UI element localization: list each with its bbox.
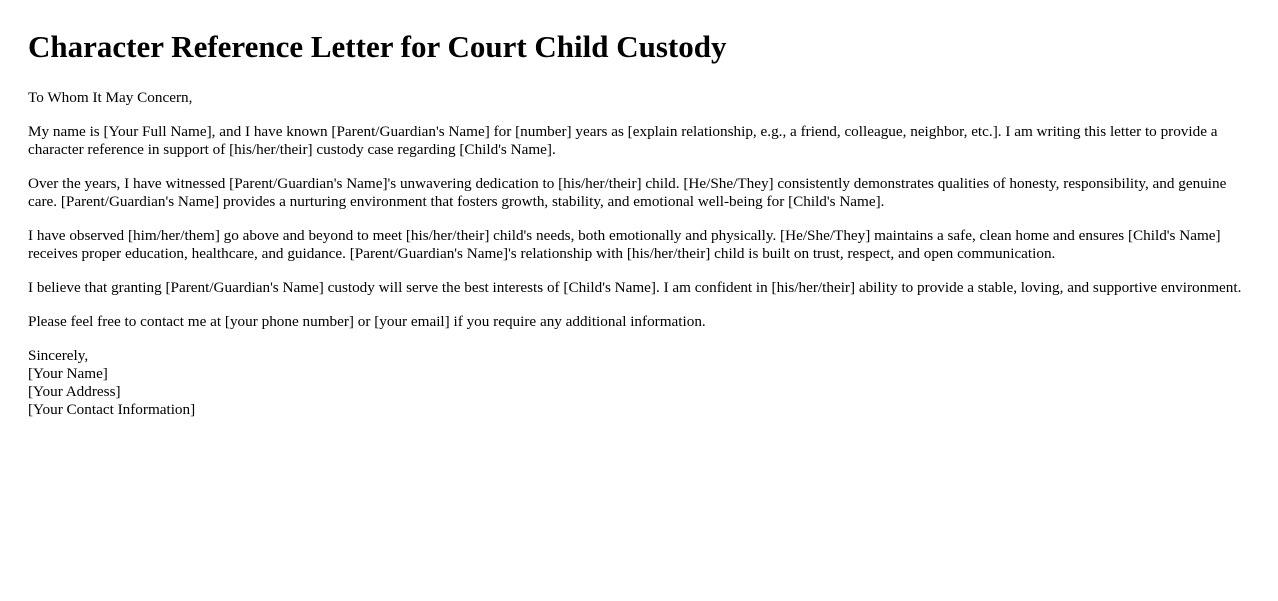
paragraph-introduction: My name is [Your Full Name], and I have known [Parent/Guardian's Name] for [number] years as [explain relationship, e.g., a friend, colleague, neighbor, etc.]. I am writing this letter to provide a character reference in support of [his/her/their] custody case regarding [Child's Name]. [28,123,1218,158]
closing: Sincerely, [28,347,89,364]
paragraph-recommendation: I believe that granting [Parent/Guardian's Name] custody will serve the best interests of [Child's Name]. I am confident in [his/her/their] ability to provide a stable, loving, and supportive environment. [28,279,1242,296]
signature-block [28,347,1246,419]
salutation: To Whom It May Concern, [28,89,193,106]
paragraph-contact: Please feel free to contact me at [your phone number] or [your email] if you require any additional information. [28,313,706,330]
signature-contact: [Your Contact Information] [28,401,196,418]
paragraph-dedication: Over the years, I have witnessed [Parent/Guardian's Name]'s unwavering dedication to [his/her/their] child. [He/She/They] consistently demonstrates qualities of honesty, responsibility, and genuine care. [Parent/Guardian's Name] provides a nurturing environment that fosters growth, stability, and emotional well-being for [Child's Name]. [28,175,1227,210]
signature-name: [Your Name] [28,365,108,382]
signature-address: [Your Address] [28,383,121,400]
paragraph-observations: I have observed [him/her/them] go above and beyond to meet [his/her/their] child's needs, both emotionally and physically. [He/She/They] maintains a safe, clean home and ensures [Child's Name] receives proper education, healthcare, and guidance. [Parent/Guardian's Name]'s relationship with [his/her/their] child is built on trust, respect, and open communication. [28,227,1221,262]
page-title: Character Reference Letter for Court Child Custody [28,29,727,64]
letter [28,30,1246,435]
